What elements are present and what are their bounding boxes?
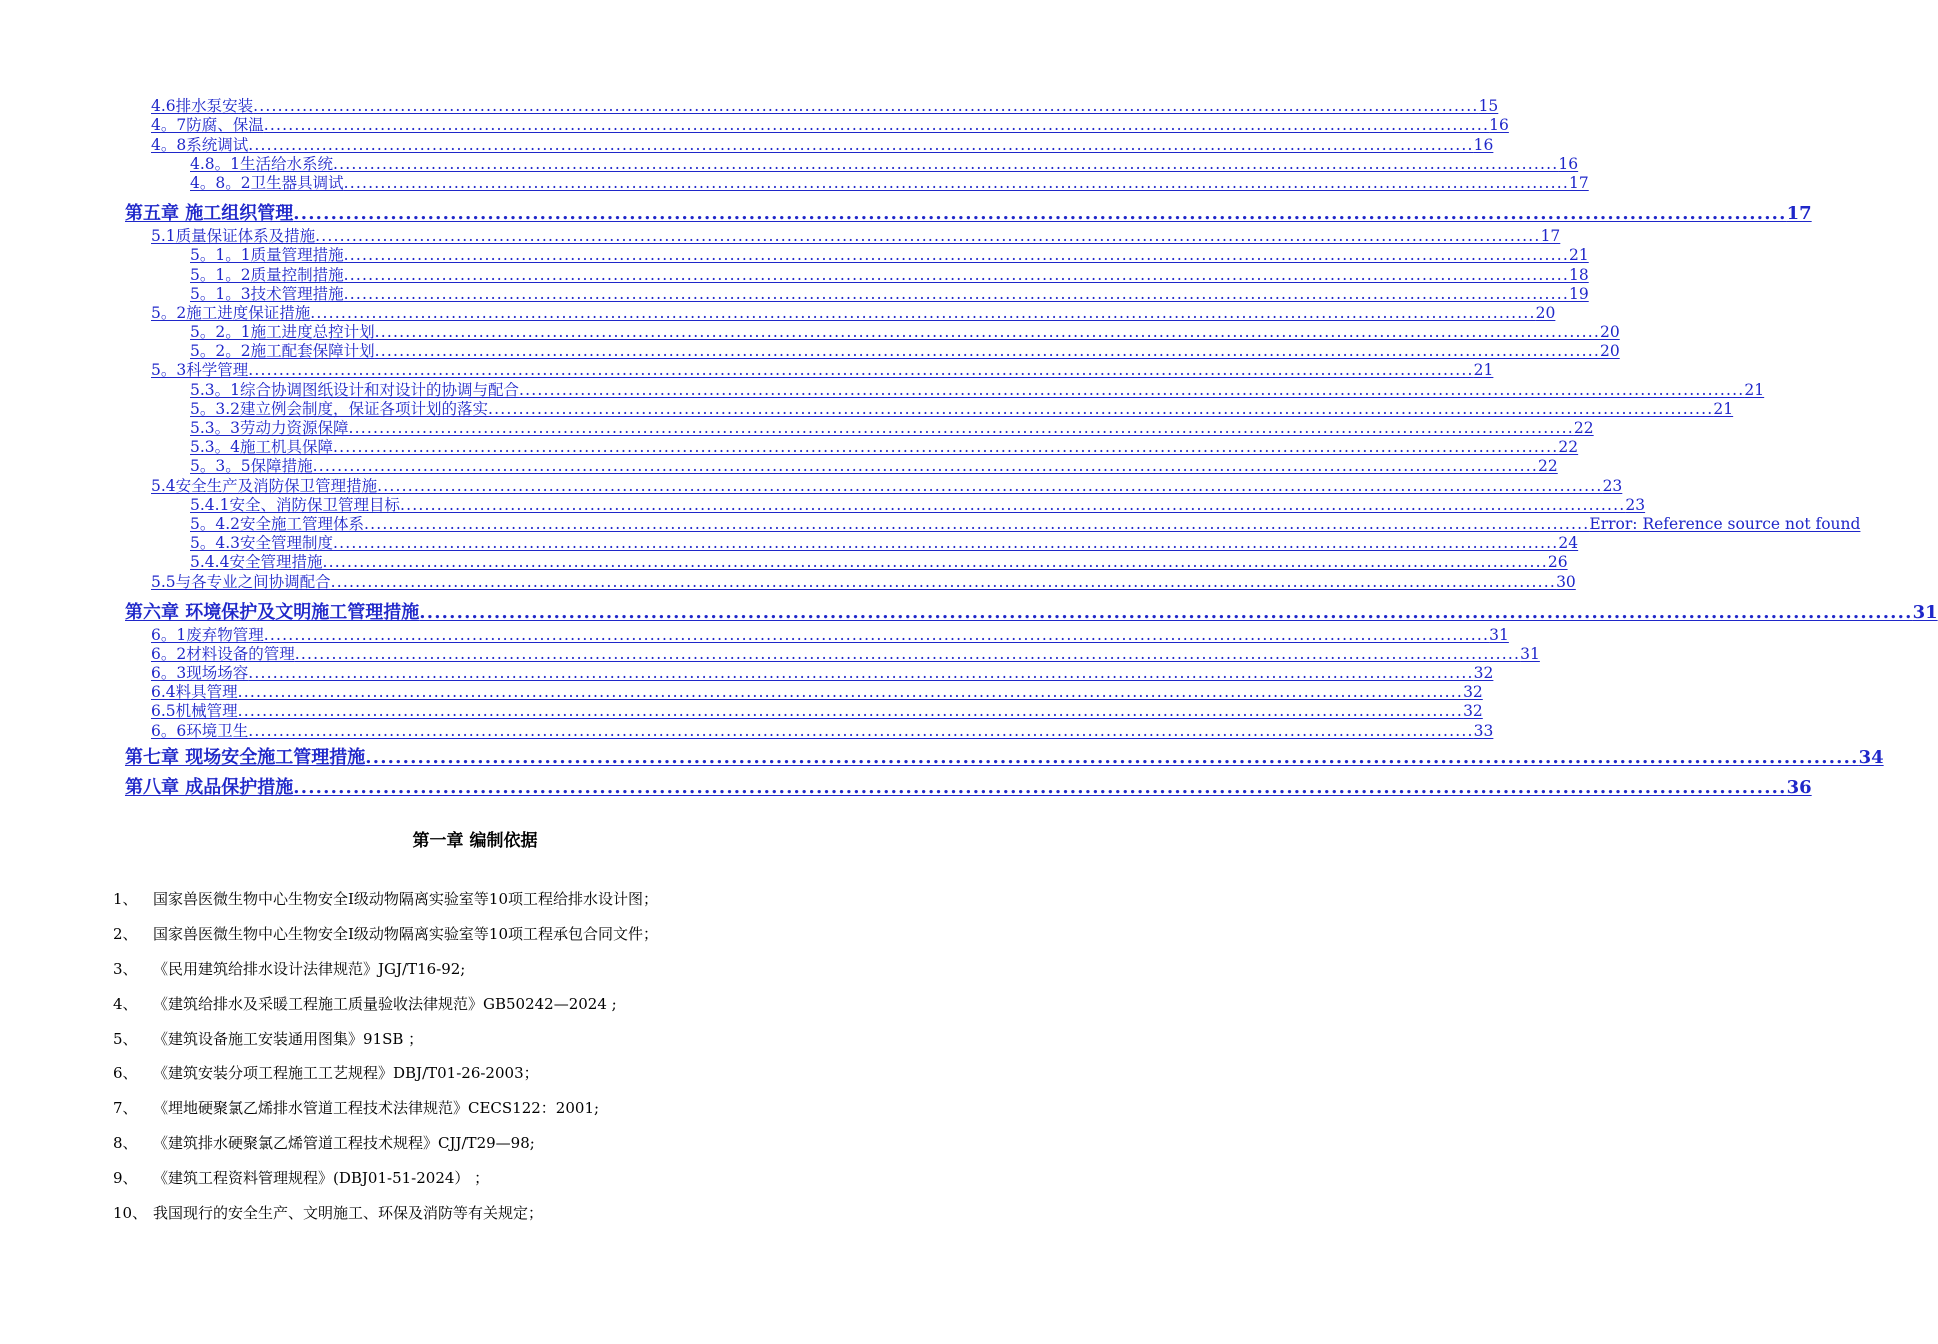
- toc-leader-dots: ........................................................................................................................................................................................................: [343, 173, 1569, 192]
- toc-entry[interactable]: [0, 246, 1589, 265]
- toc-entry-title: 5。2。2施工配套保障计划: [190, 342, 375, 361]
- toc-entry-title: 5。3科学管理: [151, 361, 249, 380]
- list-item: [113, 1093, 833, 1128]
- toc-entry-page: 26: [1547, 553, 1568, 572]
- list-item-number: 4、: [113, 994, 138, 1013]
- list-item-text: 《建筑工程资料管理规程》(DBJ01-51-2024） ；: [153, 1169, 490, 1188]
- toc-entry-page: 33: [1473, 721, 1494, 740]
- toc-entry[interactable]: [0, 572, 1576, 591]
- toc-entry[interactable]: [0, 193, 1812, 227]
- toc-entry-title: 5。4.3安全管理制度: [190, 534, 334, 553]
- list-item-text: 我国现行的安全生产、文明施工、环保及消防等有关规定；: [153, 1204, 544, 1223]
- toc-entry-title: 第八章 成品保护措施: [125, 776, 294, 798]
- toc-entry[interactable]: [0, 419, 1594, 438]
- toc-leader-dots: ........................................................................................................................................................................................................: [248, 135, 1474, 154]
- toc-entry-title: 4.8。1生活给水系统: [190, 154, 334, 173]
- toc-entry[interactable]: [0, 361, 1494, 380]
- list-item: [113, 884, 833, 919]
- toc-entry-page: 23: [1625, 495, 1646, 514]
- toc-leader-dots: ........................................................................................................................................................................................................: [333, 438, 1559, 457]
- list-item: [113, 919, 833, 954]
- toc-leader-dots: ........................................................................................................................................................................................................: [343, 246, 1569, 265]
- toc-entry-title: 4。8。2卫生器具调试: [190, 173, 344, 192]
- toc-entry-page: 31: [1520, 644, 1540, 663]
- toc-entry-page: 17: [1569, 173, 1589, 192]
- toc-leader-dots: ........................................................................................................................................................................................................: [348, 419, 1574, 437]
- toc-entry[interactable]: [0, 154, 1579, 174]
- toc-entry-page: 16: [1473, 135, 1494, 154]
- toc-entry-page: 21: [1713, 399, 1734, 418]
- toc-entry-title: 6.5机械管理: [151, 702, 238, 721]
- list-item: [113, 1128, 833, 1163]
- list-item: [113, 1198, 833, 1233]
- toc-entry-page: 32: [1473, 664, 1494, 683]
- list-item-text: 《建筑排水硬聚氯乙烯管道工程技术规程》CJJ/T29—98;: [153, 1134, 535, 1153]
- toc-leader-dots: ........................................................................................................................................................................................................: [248, 721, 1474, 740]
- toc-entry[interactable]: [0, 534, 1579, 553]
- toc-entry-title: 5。4.2安全施工管理体系: [190, 514, 365, 533]
- toc-entry-title: 5。3。5保障措施: [190, 457, 313, 476]
- list-item-text: 《建筑安装分项工程施工工艺规程》DBJ/T01-26-2003；: [153, 1064, 539, 1083]
- toc-leader-dots: ........................................................................................................................................................................................................: [374, 342, 1600, 361]
- toc-leader-dots: ........................................................................................................................................................................................................: [294, 644, 1521, 663]
- toc-entry-title: 5.4.1安全、消防保卫管理目标: [190, 495, 400, 514]
- toc-leader-dots: ........................................................................................................................................................................................................: [315, 227, 1541, 246]
- toc-entry[interactable]: [0, 553, 1568, 572]
- toc-leader-dots: ........................................................................................................................................................................................................: [322, 553, 1548, 572]
- toc-entry-page: 18: [1569, 265, 1589, 284]
- toc-leader-dots: ........................................................................................................................................................................................................: [312, 457, 1538, 476]
- toc-leader-dots: ........................................................................................................................................................................................................: [365, 746, 1859, 768]
- toc-leader-dots: ........................................................................................................................................................................................................: [377, 476, 1603, 495]
- toc-entry[interactable]: [0, 380, 1765, 399]
- toc-entry[interactable]: [0, 592, 1938, 626]
- toc-leader-dots: ........................................................................................................................................................................................................: [374, 323, 1600, 342]
- toc-leader-dots: ........................................................................................................................................................................................................: [253, 97, 1479, 116]
- list-item-text: 《建筑给排水及采暖工程施工质量验收法律规范》GB50242—2024 ;: [153, 994, 617, 1013]
- toc-leader-dots: ........................................................................................................................................................................................................: [419, 601, 1913, 623]
- toc-leader-dots: ........................................................................................................................................................................................................: [293, 202, 1787, 224]
- toc-entry-title: 5.3。1综合协调图纸设计和对设计的协调与配合: [190, 380, 520, 399]
- toc-entry-page: 24: [1558, 534, 1579, 553]
- list-item-number: 1、: [113, 890, 138, 908]
- list-item: [113, 1058, 833, 1093]
- list-item: [113, 1163, 833, 1198]
- toc-leader-dots: ........................................................................................................................................................................................................: [333, 534, 1559, 553]
- toc-entry-title: 6。1废弃物管理: [151, 625, 264, 644]
- toc-entry[interactable]: [0, 97, 1499, 116]
- toc-entry[interactable]: [0, 399, 1734, 419]
- toc-entry-page: 20: [1535, 303, 1556, 322]
- list-item-number: 8、: [113, 1134, 138, 1153]
- toc-entry-title: 5。3.2建立例会制度，保证各项计划的落实: [190, 399, 489, 418]
- toc-entry-title: 5。2。1施工进度总控计划: [190, 323, 375, 342]
- list-item: [113, 954, 833, 989]
- list-item-number: 2、: [113, 924, 138, 943]
- toc-entry-page: 20: [1600, 323, 1620, 342]
- toc-entry-title: 第七章 现场安全施工管理措施: [125, 746, 366, 768]
- toc-entry[interactable]: [0, 227, 1561, 246]
- list-item-text: 《民用建筑给排水设计法律规范》JGJ/T16-92;: [153, 959, 466, 978]
- toc-entry-title: 4.6排水泵安装: [151, 97, 254, 116]
- toc-entry-title: 5.4安全生产及消防保卫管理措施: [151, 476, 378, 495]
- list-item: [113, 1024, 833, 1059]
- toc-entry-page: 16: [1558, 154, 1579, 173]
- toc-entry-page: 21: [1744, 380, 1765, 399]
- toc-entry-page: Error: Reference source not found: [1589, 514, 1861, 533]
- toc-leader-dots: ........................................................................................................................................................................................................: [364, 514, 1590, 533]
- list-item-text: 国家兽医微生物中心生物安全Ⅰ级动物隔离实验室等10项工程给排水设计图；: [153, 890, 659, 908]
- toc-entry[interactable]: [0, 721, 1494, 740]
- list-item-number: 6、: [113, 1064, 138, 1083]
- toc-entry-page: 17: [1540, 227, 1561, 246]
- toc-entry-title: 5.3。4施工机具保障: [190, 438, 334, 457]
- toc-entry-page: 30: [1556, 572, 1576, 591]
- toc-leader-dots: ........................................................................................................................................................................................................: [330, 572, 1557, 591]
- table-of-contents: [0, 97, 1938, 801]
- toc-entry[interactable]: [0, 342, 1620, 361]
- toc-entry-page: 22: [1558, 438, 1579, 457]
- toc-entry[interactable]: [0, 514, 1861, 534]
- toc-entry-page: 23: [1602, 476, 1623, 495]
- toc-leader-dots: ........................................................................................................................................................................................................: [293, 776, 1787, 798]
- toc-entry-title: 5.4.4安全管理措施: [190, 553, 323, 572]
- toc-entry-title: 5.5与各专业之间协调配合: [151, 572, 331, 591]
- basis-list: [113, 884, 833, 1233]
- toc-entry-page: 31: [1912, 601, 1938, 623]
- toc-entry-title: 5.1质量保证体系及措施: [151, 227, 316, 246]
- toc-leader-dots: ........................................................................................................................................................................................................: [333, 154, 1559, 173]
- toc-entry-title: 5。1。1质量管理措施: [190, 246, 344, 265]
- toc-entry-title: 6.4料具管理: [151, 683, 238, 702]
- toc-entry[interactable]: [0, 741, 1884, 771]
- toc-entry-title: 5。1。2质量控制措施: [190, 265, 344, 284]
- toc-entry-page: 20: [1600, 342, 1620, 361]
- toc-entry-page: 31: [1489, 625, 1509, 644]
- toc-entry[interactable]: [0, 323, 1620, 342]
- toc-leader-dots: ........................................................................................................................................................................................................: [310, 303, 1536, 322]
- toc-entry-title: 5。2施工进度保证措施: [151, 303, 311, 322]
- toc-leader-dots: ........................................................................................................................................................................................................: [343, 265, 1569, 284]
- toc-entry-page: 22: [1538, 457, 1558, 476]
- toc-leader-dots: ........................................................................................................................................................................................................: [519, 380, 1745, 399]
- toc-entry-title: 6。3现场场容: [151, 664, 249, 683]
- toc-entry-page: 22: [1573, 419, 1594, 437]
- toc-entry-title: 5。1。3技术管理措施: [190, 284, 344, 303]
- toc-leader-dots: ........................................................................................................................................................................................................: [248, 664, 1474, 683]
- toc-entry-page: 17: [1786, 202, 1812, 224]
- toc-entry-page: 32: [1463, 702, 1483, 721]
- toc-leader-dots: ........................................................................................................................................................................................................: [263, 116, 1490, 135]
- toc-entry-title: 4。7防腐、保温: [151, 116, 264, 135]
- list-item-text: 《埋地硬聚氯乙烯排水管道工程技术法律规范》CECS122：2001;: [153, 1099, 600, 1118]
- toc-leader-dots: ........................................................................................................................................................................................................: [237, 683, 1464, 702]
- toc-entry[interactable]: [0, 664, 1494, 683]
- toc-entry-title: 第六章 环境保护及文明施工管理措施: [125, 601, 420, 623]
- toc-entry[interactable]: [0, 702, 1483, 721]
- list-item: [113, 989, 833, 1024]
- toc-entry[interactable]: [0, 135, 1494, 154]
- list-item-number: 9、: [113, 1169, 138, 1188]
- list-item-number: 3、: [113, 959, 138, 978]
- toc-entry[interactable]: [0, 438, 1579, 457]
- list-item-number: 7、: [113, 1099, 138, 1118]
- toc-entry-title: 4。8系统调试: [151, 135, 249, 154]
- toc-entry[interactable]: [0, 644, 1540, 664]
- list-item-number: 5、: [113, 1029, 138, 1048]
- toc-entry-title: 5.3。3劳动力资源保障: [190, 419, 349, 437]
- toc-leader-dots: ........................................................................................................................................................................................................: [248, 361, 1474, 380]
- list-item-text: 《建筑设备施工安装通用图集》91SB ；: [153, 1029, 424, 1048]
- toc-leader-dots: ........................................................................................................................................................................................................: [343, 284, 1569, 303]
- toc-entry-page: 21: [1569, 246, 1589, 265]
- toc-entry[interactable]: [0, 265, 1589, 284]
- toc-entry-page: 21: [1473, 361, 1494, 380]
- toc-entry[interactable]: [0, 303, 1556, 323]
- list-item-text: 国家兽医微生物中心生物安全Ⅰ级动物隔离实验室等10项工程承包合同文件；: [153, 924, 659, 943]
- toc-entry-title: 6。6环境卫生: [151, 721, 249, 740]
- toc-entry-page: 32: [1463, 683, 1483, 702]
- toc-leader-dots: ........................................................................................................................................................................................................: [237, 702, 1464, 721]
- toc-entry-page: 15: [1478, 97, 1499, 116]
- toc-entry-page: 16: [1489, 116, 1509, 135]
- toc-entry[interactable]: [0, 284, 1589, 304]
- toc-entry[interactable]: [0, 476, 1623, 495]
- toc-entry[interactable]: [0, 625, 1509, 645]
- toc-entry-title: 6。2材料设备的管理: [151, 644, 295, 663]
- toc-entry[interactable]: [0, 116, 1509, 135]
- toc-entry[interactable]: [0, 683, 1483, 702]
- toc-entry-page: 36: [1786, 776, 1812, 798]
- toc-leader-dots: ........................................................................................................................................................................................................: [263, 625, 1490, 644]
- toc-leader-dots: ........................................................................................................................................................................................................: [399, 495, 1626, 514]
- toc-entry[interactable]: [0, 173, 1589, 193]
- toc-entry[interactable]: [0, 495, 1646, 515]
- toc-entry-page: 19: [1569, 284, 1589, 303]
- toc-entry-title: 第五章 施工组织管理: [125, 202, 294, 224]
- toc-entry[interactable]: [0, 457, 1558, 476]
- toc-entry-page: 34: [1858, 746, 1884, 768]
- toc-entry[interactable]: [0, 771, 1812, 801]
- chapter-one-title: 第一章 编制依据: [412, 831, 538, 851]
- toc-leader-dots: ........................................................................................................................................................................................................: [488, 399, 1714, 418]
- list-item-number: 10、: [113, 1204, 148, 1223]
